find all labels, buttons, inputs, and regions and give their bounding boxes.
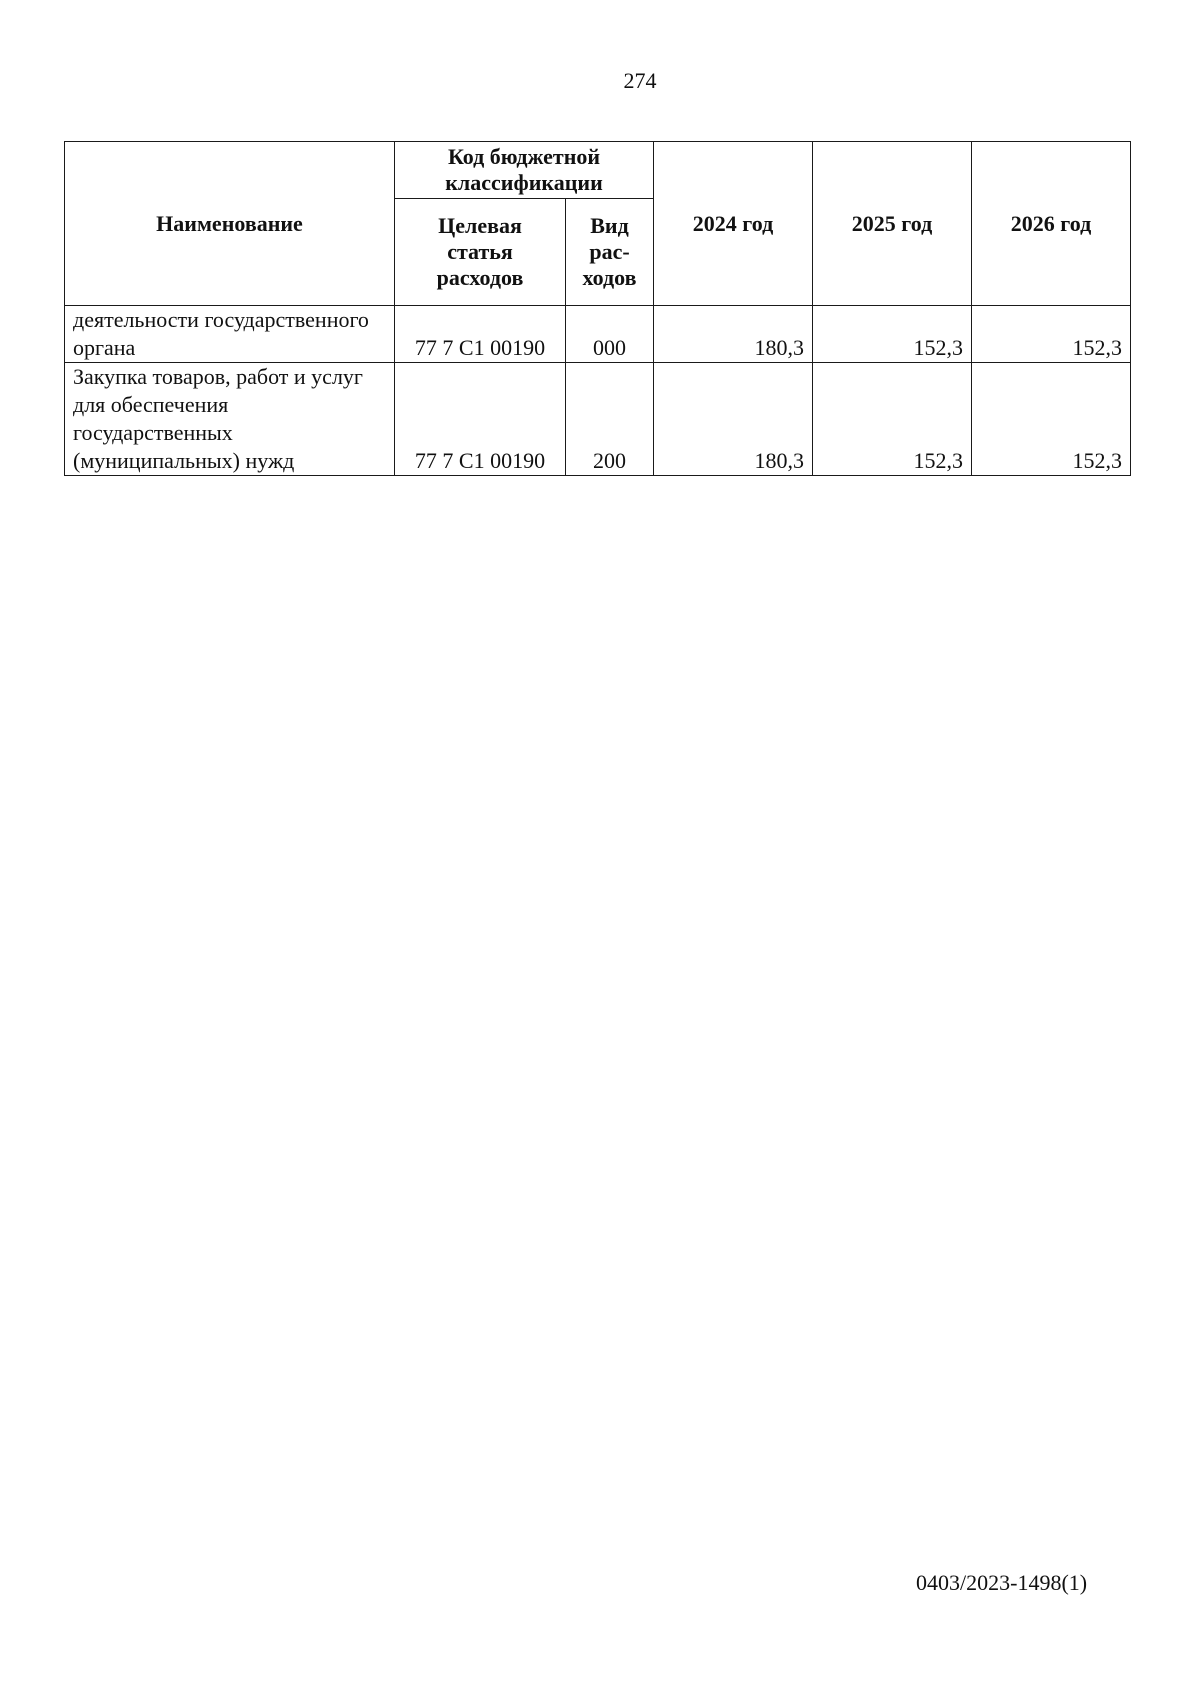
row-target-article: 77 7 С1 00190 xyxy=(395,363,566,476)
header-expense-type: Вид рас-ходов xyxy=(566,199,654,306)
header-2024: 2024 год xyxy=(654,142,813,306)
table-header-row xyxy=(65,142,1131,199)
row-expense-type: 000 xyxy=(566,306,654,363)
header-budget-code: Код бюджетной классификации xyxy=(395,142,654,199)
row-2025: 152,3 xyxy=(813,363,972,476)
row-2024: 180,3 xyxy=(654,306,813,363)
budget-table xyxy=(64,141,1131,476)
row-2024: 180,3 xyxy=(654,363,813,476)
row-2025: 152,3 xyxy=(813,306,972,363)
row-2026: 152,3 xyxy=(972,306,1131,363)
row-target-article: 77 7 С1 00190 xyxy=(395,306,566,363)
header-target-article: Целевая статья расходов xyxy=(395,199,566,306)
document-code: 0403/2023-1498(1) xyxy=(916,1570,1088,1595)
page-number: 274 xyxy=(623,68,657,93)
table-row xyxy=(65,306,1131,363)
row-name: деятельности государственного органа xyxy=(65,306,395,363)
row-expense-type: 200 xyxy=(566,363,654,476)
table-row xyxy=(65,363,1131,476)
header-name: Наименование xyxy=(65,142,395,306)
header-2026: 2026 год xyxy=(972,142,1131,306)
header-2025: 2025 год xyxy=(813,142,972,306)
row-name: Закупка товаров, работ и услуг для обеспечения государственных (муниципальных) нужд xyxy=(65,363,395,476)
row-2026: 152,3 xyxy=(972,363,1131,476)
